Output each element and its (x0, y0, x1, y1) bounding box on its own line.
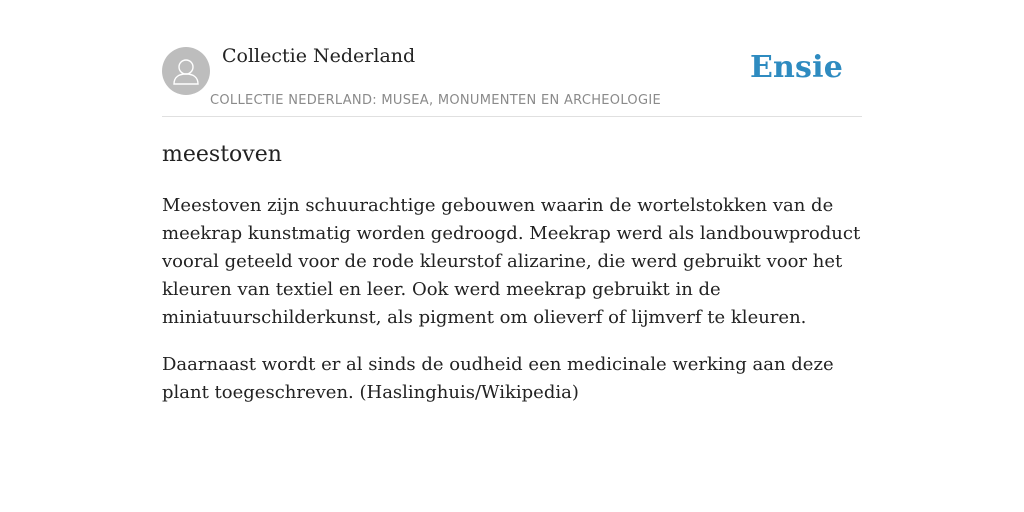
avatar[interactable] (162, 47, 210, 95)
entry-definition (162, 192, 862, 407)
ensie-logo[interactable]: Ensie (749, 50, 843, 85)
author-name[interactable]: Collectie Nederland (222, 45, 416, 67)
definition-paragraph: Daarnaast wordt er al sinds de oudheid een medicinale werking aan deze plant toegeschreven. (Haslinghuis/Wikipedia) (162, 354, 834, 403)
page (162, 0, 862, 407)
definition-paragraph: Meestoven zijn schuurachtige gebouwen waarin de wortelstokken van de meekrap kunstmatig worden gedroogd. Meekrap werd als landbouwproduct vooral geteeld voor de rode kleurstof alizarine, die werd gebruikt voor het kleuren van textiel en leer. Ook werd meekrap gebruikt in de miniatuurschilderkunst, als pigment om olieverf of lijmverf te kleuren. (162, 195, 861, 328)
header (162, 0, 862, 117)
author-subtitle: COLLECTIE NEDERLAND: MUSEA, MONUMENTEN EN ARCHEOLOGIE (210, 93, 661, 108)
entry-term: meestoven (162, 142, 282, 167)
user-silhouette-icon (162, 47, 210, 95)
